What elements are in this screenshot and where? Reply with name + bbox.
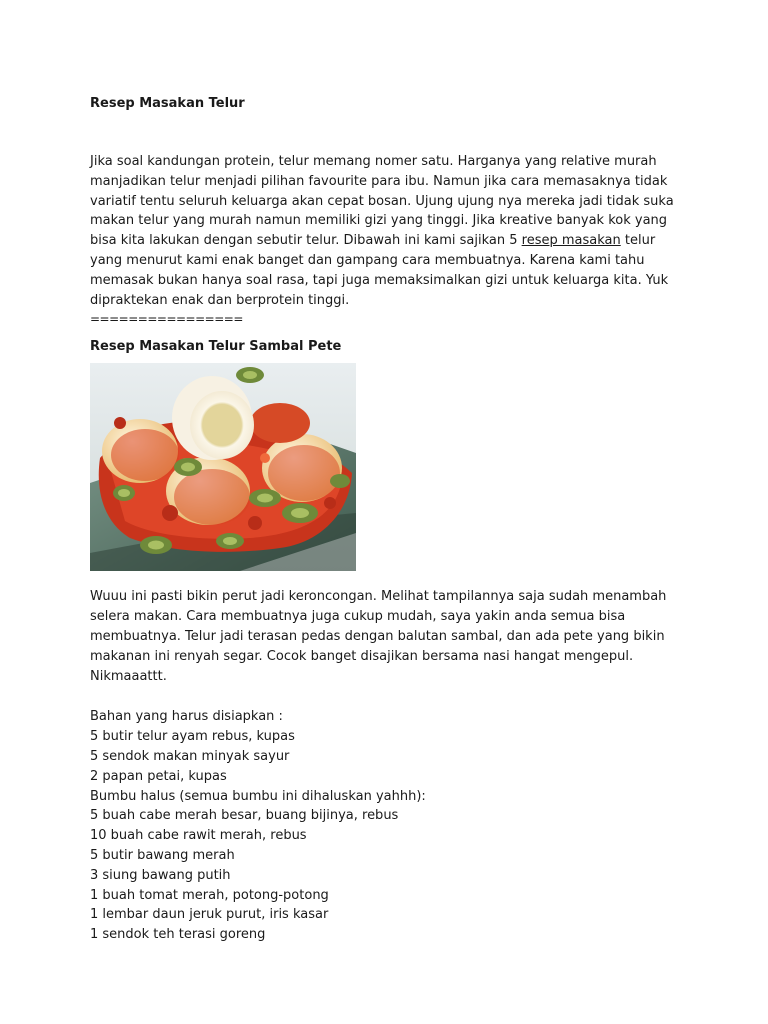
ingredients-list xyxy=(90,707,690,945)
intro-text-part1: Jika soal kandungan protein, telur memang nomer satu. Harganya yang relative murah manjadikan telur menjadi pilihan favourite para ibu. Namun jika cara memasaknya tidak variatif tentu seluruh keluarga akan cepat bosan. Ujung ujung nya mereka jadi tidak suka makan telur yang murah namun memiliki gizi yang tinggi. Jika kreative banyak kok yang bisa kita lakukan dengan sebutir telur. Dibawah ini kami sajikan 5 xyxy=(90,154,674,249)
spice-item: 3 siung bawang putih xyxy=(90,867,231,883)
ingredient-item: 2 papan petai, kupas xyxy=(90,768,227,784)
ingredients-heading: Bahan yang harus disiapkan : xyxy=(90,709,283,725)
intro-text-part2: telur yang menurut kami enak banget dan gampang cara membuatnya. Karena kami tahu memasak bukan hanya soal rasa, tapi juga memaksimalkan gizi untuk keluarga kita. Yuk dipraktekan enak dan berprotein tinggi. xyxy=(90,233,669,308)
resep-masakan-link[interactable]: resep masakan xyxy=(521,233,621,249)
separator-line: ================ xyxy=(90,312,243,327)
intro-paragraph xyxy=(90,152,690,310)
spice-item: 1 sendok teh terasi goreng xyxy=(90,927,266,943)
spice-item: 5 buah cabe merah besar, buang bijinya, rebus xyxy=(90,808,399,824)
spice-item: 10 buah cabe rawit merah, rebus xyxy=(90,828,307,844)
spice-item: 1 buah tomat merah, potong-potong xyxy=(90,887,329,903)
spice-item: 5 butir bawang merah xyxy=(90,847,235,863)
document-title: Resep Masakan Telur xyxy=(90,96,245,111)
recipe-description: Wuuu ini pasti bikin perut jadi keroncongan. Melihat tampilannya saja sudah menambah selera makan. Cara membuatnya juga cukup mudah, saya yakin anda semua bisa membuatnya. Telur jadi terasan pedas dengan balutan sambal, dan ada pete yang bikin makanan ini renyah segar. Cocok banget disajikan bersama nasi hangat mengepul. Nikmaaattt. xyxy=(90,589,667,685)
ingredient-item: 5 butir telur ayam rebus, kupas xyxy=(90,729,295,745)
telur-sambal-pete-photo xyxy=(90,363,356,571)
recipe-title: Resep Masakan Telur Sambal Pete xyxy=(90,339,342,355)
ingredient-item: 5 sendok makan minyak sayur xyxy=(90,748,290,764)
spice-item: 1 lembar daun jeruk purut, iris kasar xyxy=(90,907,329,923)
spices-heading: Bumbu halus (semua bumbu ini dihaluskan yahhh): xyxy=(90,788,426,804)
document-page xyxy=(90,94,690,945)
